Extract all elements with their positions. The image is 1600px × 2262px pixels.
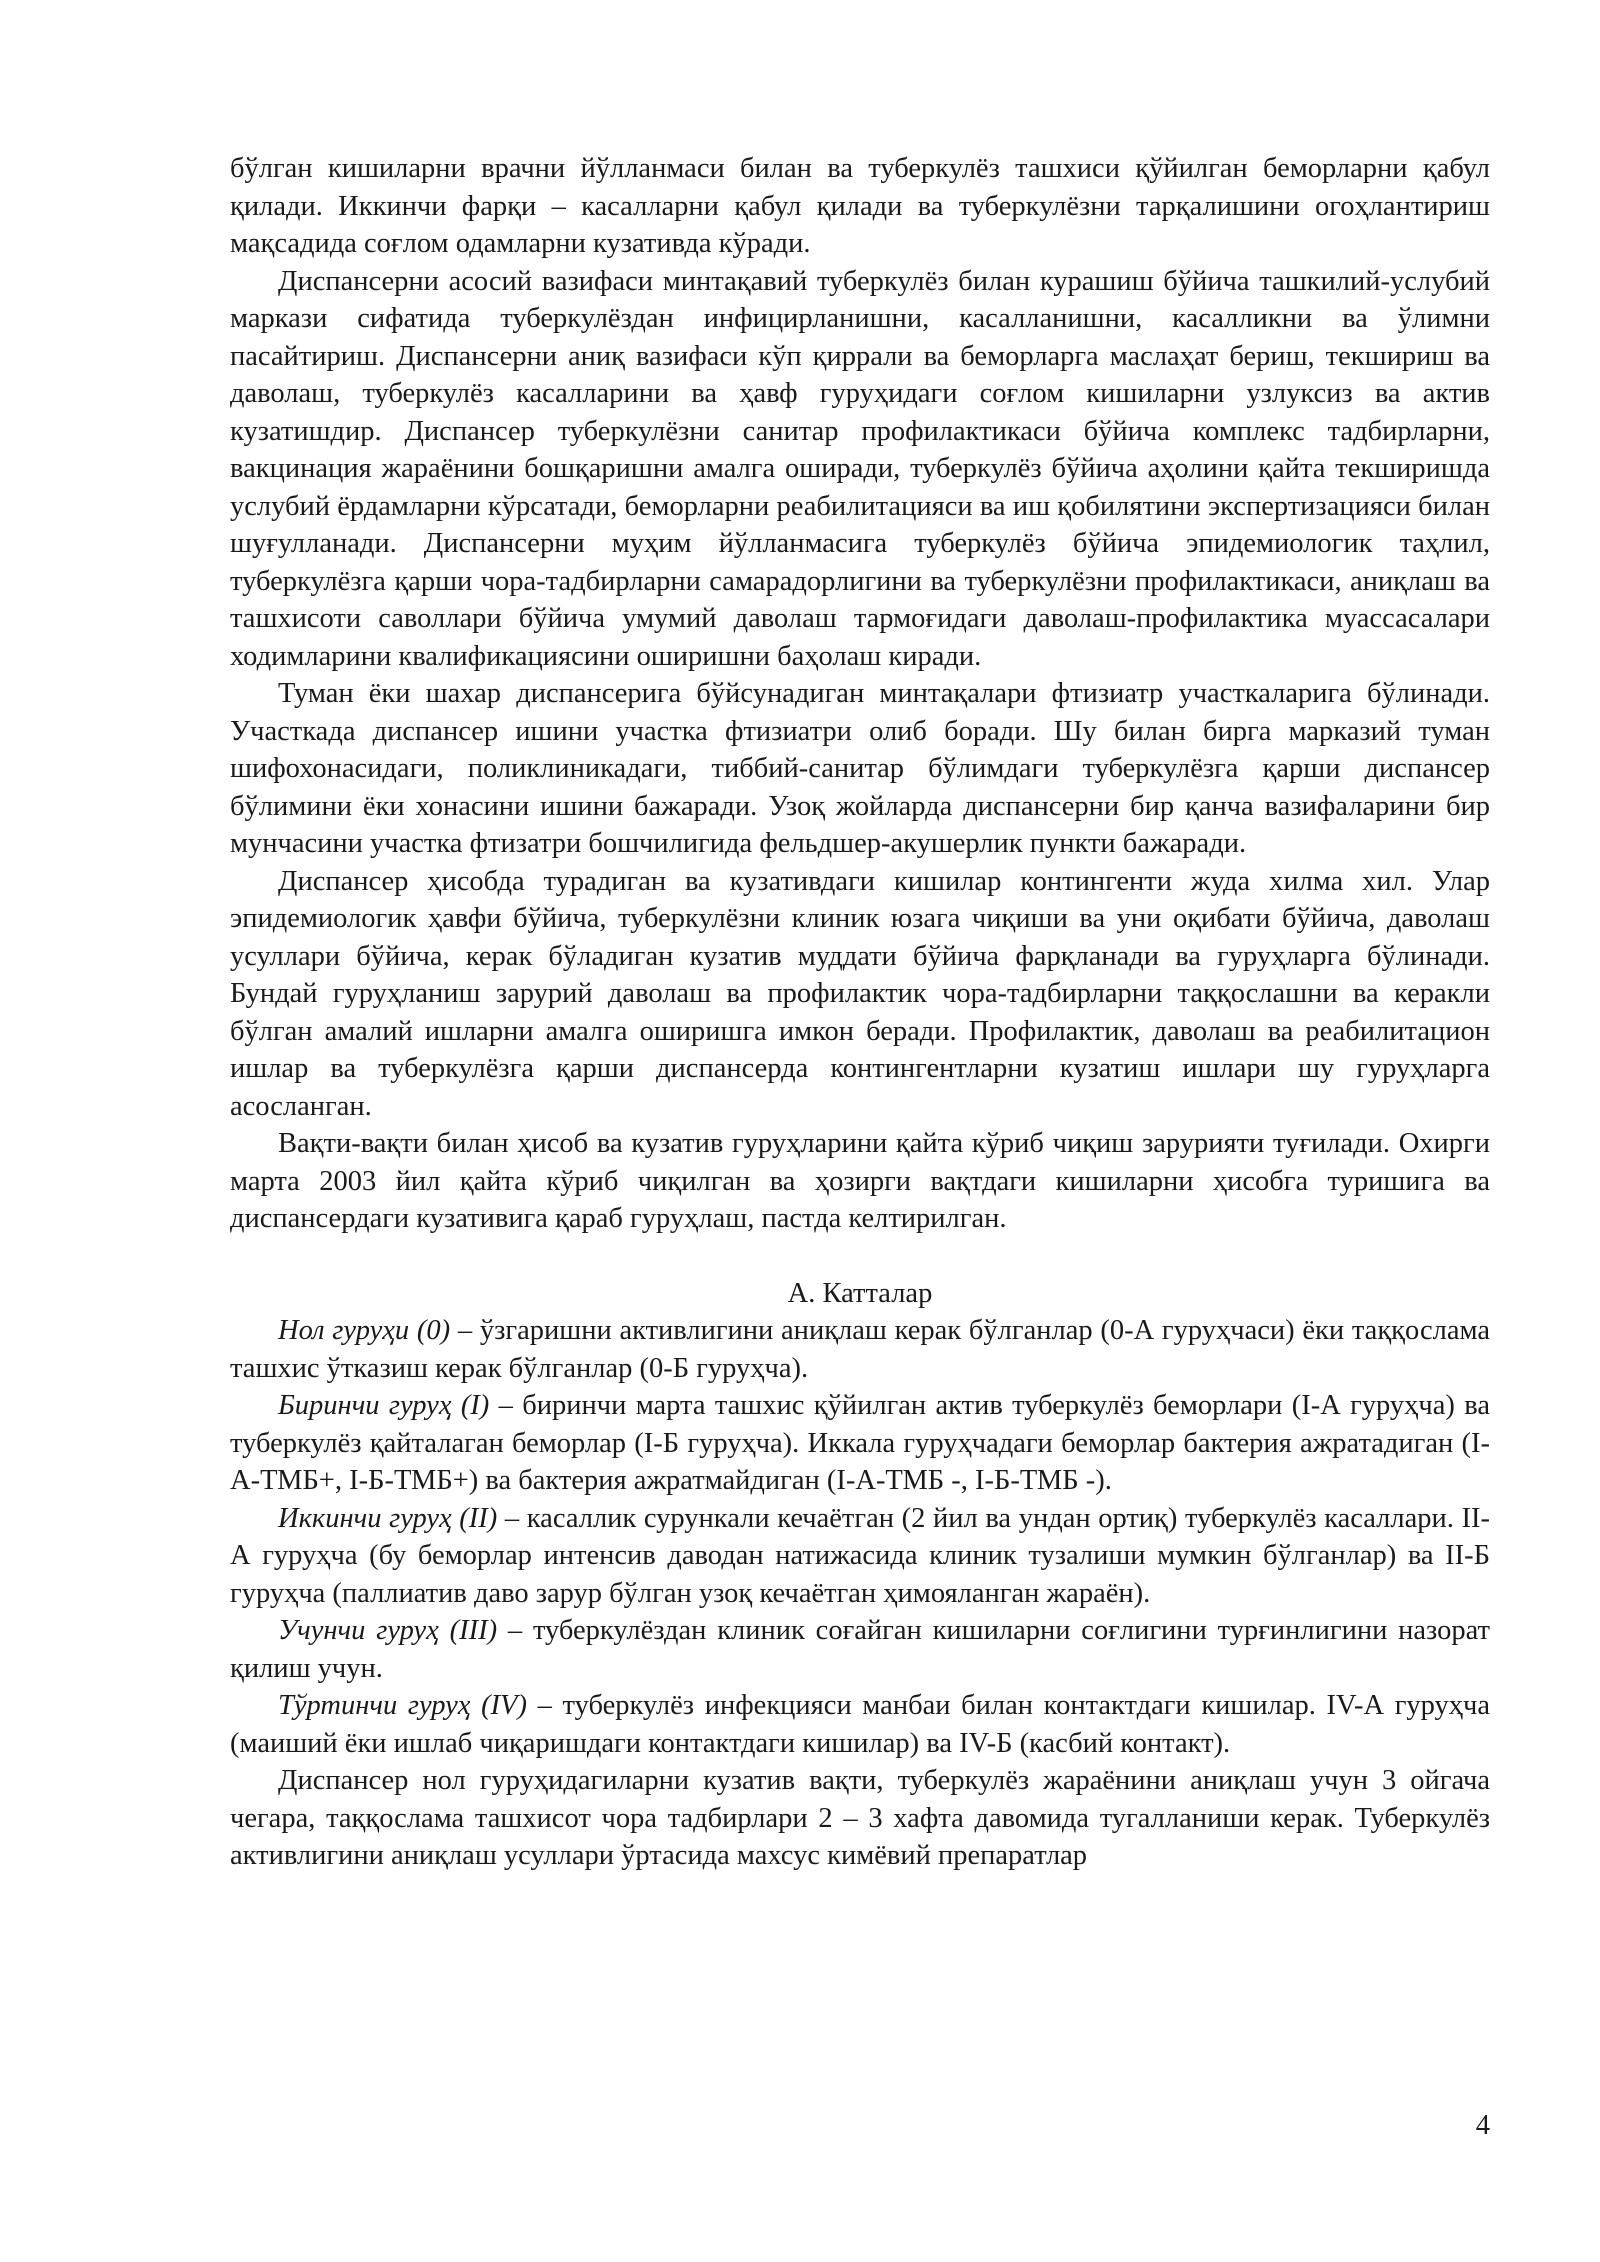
- group-term: Биринчи гуруҳ (I): [278, 1390, 490, 1421]
- paragraph: Туман ёки шахар диспансерига бўйсунадиган минтақалари фтизиатр участкаларига бўлинади. Участкада диспансер ишини участка фтизиатри олиб боради. Шу билан бирга марказий туман шифохонасидаги, поликлиникадаги, тиббий-санитар бўлимдаги туберкулёзга қарши диспансер бўлимини ёки хонасини ишини бажаради. Узоқ жойларда диспансерни бир қанча вазифаларини бир мунчасини участка фтизатри бошчилигида фельдшер-акушерлик пункти бажаради.: [230, 678, 1490, 859]
- group-term: Иккинчи гуруҳ (II): [278, 1502, 498, 1534]
- group-text: – биринчи марта ташхис қўйилган актив туберкулёз беморлари (I-А гуруҳча) ва туберкулёз қайталаган беморлар (I-Б гуруҳча). Иккала гуруҳчадаги беморлар бактерия ажратадиган (I-А-ТМБ+, I-Б-ТМБ+) ва бактерия ажратмайдиган (I-А-ТМБ -, I-Б-ТМБ -).: [230, 1390, 1490, 1496]
- page-number: 4: [1475, 2110, 1490, 2141]
- group-text: – туберкулёздан клиник соғайган кишиларни соғлигини турғинлигини назорат қилиш учун.: [230, 1615, 1490, 1684]
- spacer: [230, 1238, 1490, 1275]
- group-paragraph: [230, 1387, 1490, 1500]
- paragraph: Диспансерни асосий вазифаси минтақавий туберкулёз билан курашиш бўйича ташкилий-услубий маркази сифатида туберкулёздан инфицирланишни, касалланишни, касалликни ва ўлимни пасайтириш. Диспансерни аниқ вазифаси кўп қиррали ва беморларга маслаҳат бериш, текшириш ва даволаш, туберкулёз касалларини ва ҳавф гуруҳидаги соғлом кишиларни узлуксиз ва актив кузатишдир. Диспансер туберкулёзни санитар профилактикаси бўйича комплекс тадбирларни, вакцинация жараёнини бошқаришни амалга оширади, туберкулёз бўйича аҳолини қайта текширишда услубий ёрдамларни кўрсатади, беморларни реабилитацияси ва иш қобилятини экспертизацияси билан шуғулланади. Диспансерни муҳим йўлланмасига туберкулёз бўйича эпидемиологик таҳлил, туберкулёзга қарши чора-тадбирларни самарадорлигини ва туберкулёзни профилактикаси, аниқлаш ва ташхисоти саволлари бўйича умумий даволаш тармоғидаги даволаш-профилактика муассасалари ходимларини квалификациясини оширишни баҳолаш киради.: [230, 265, 1490, 672]
- group-text: – ўзгаришни активлигини аниқлаш керак бўлганлар (0-А гуруҳчаси) ёки таққослама ташхис ўтказиш керак бўлганлар (0-Б гуруҳча).: [230, 1315, 1490, 1384]
- group-paragraph: [230, 1500, 1490, 1613]
- group-paragraph: [230, 1687, 1490, 1762]
- group-term: Тўртинчи гуруҳ (IV): [278, 1690, 527, 1721]
- document-body: [230, 150, 1490, 1875]
- paragraph: бўлган кишиларни врачни йўлланмаси билан ва туберкулёз ташхиси қўйилган беморларни қабул қилади. Иккинчи фарқи – касалларни қабул қилади ва туберкулёзни тарқалишини огоҳлантириш мақсадида соғлом одамларни кузативда кўради.: [230, 153, 1490, 259]
- paragraph: Диспансер ҳисобда турадиган ва кузативдаги кишилар контингенти жуда хилма хил. Улар эпидемиологик ҳавфи бўйича, туберкулёзни клиник юзага чиқиши ва уни оқибати бўйича, даволаш усуллари бўйича, керак бўладиган кузатив муддати бўйича фарқланади ва гуруҳларга бўлинади. Бундай гуруҳланиш зарурий даволаш ва профилактик чора-тадбирларни таққослашни ва керакли бўлган амалий ишларни амалга оширишга имкон беради. Профилактик, даволаш ва реабилитацион ишлар ва туберкулёзга қарши диспансерда контингентларни кузатиш ишлари шу гуруҳларга асосланган.: [230, 865, 1490, 1122]
- paragraph: Диспансер нол гуруҳидагиларни кузатив вақти, туберкулёз жараёнини аниқлаш учун 3 ойгача чегара, таққослама ташхисот чора тадбирлари 2 – 3 хафта давомида тугалланиши керак. Туберкулёз активлигини аниқлаш усуллари ўртасида махсус кимёвий препаратлар: [230, 1765, 1490, 1871]
- group-term: Нол гуруҳи (0): [278, 1315, 451, 1346]
- group-term: Учунчи гуруҳ (III): [278, 1615, 498, 1646]
- section-heading: А. Катталар: [787, 1277, 933, 1309]
- group-paragraph: [230, 1612, 1490, 1687]
- group-paragraph: [230, 1312, 1490, 1387]
- paragraph: Вақти-вақти билан ҳисоб ва кузатив гуруҳларини қайта кўриб чиқиш зарурияти туғилади. Охирги марта 2003 йил қайта кўриб чиқилган ва ҳозирги вақтдаги кишиларни ҳисобга туришига ва диспансердаги кузативига қараб гуруҳлаш, пастда келтирилган.: [230, 1128, 1490, 1234]
- group-text: – касаллик сурункали кечаётган (2 йил ва ундан ортиқ) туберкулёз касаллари. II-А гуруҳча (бу беморлар интенсив даводан натижасида клиник тузалиши мумкин бўлганлар) ва II-Б гуруҳча (паллиатив даво зарур бўлган узоқ кечаётган ҳимояланган жараён).: [230, 1502, 1490, 1609]
- group-text: – туберкулёз инфекцияси манбаи билан контактдаги кишилар. IV-А гуруҳча (маиший ёки ишлаб чиқаришдаги контактдаги кишилар) ва IV-Б (касбий контакт).: [230, 1690, 1490, 1759]
